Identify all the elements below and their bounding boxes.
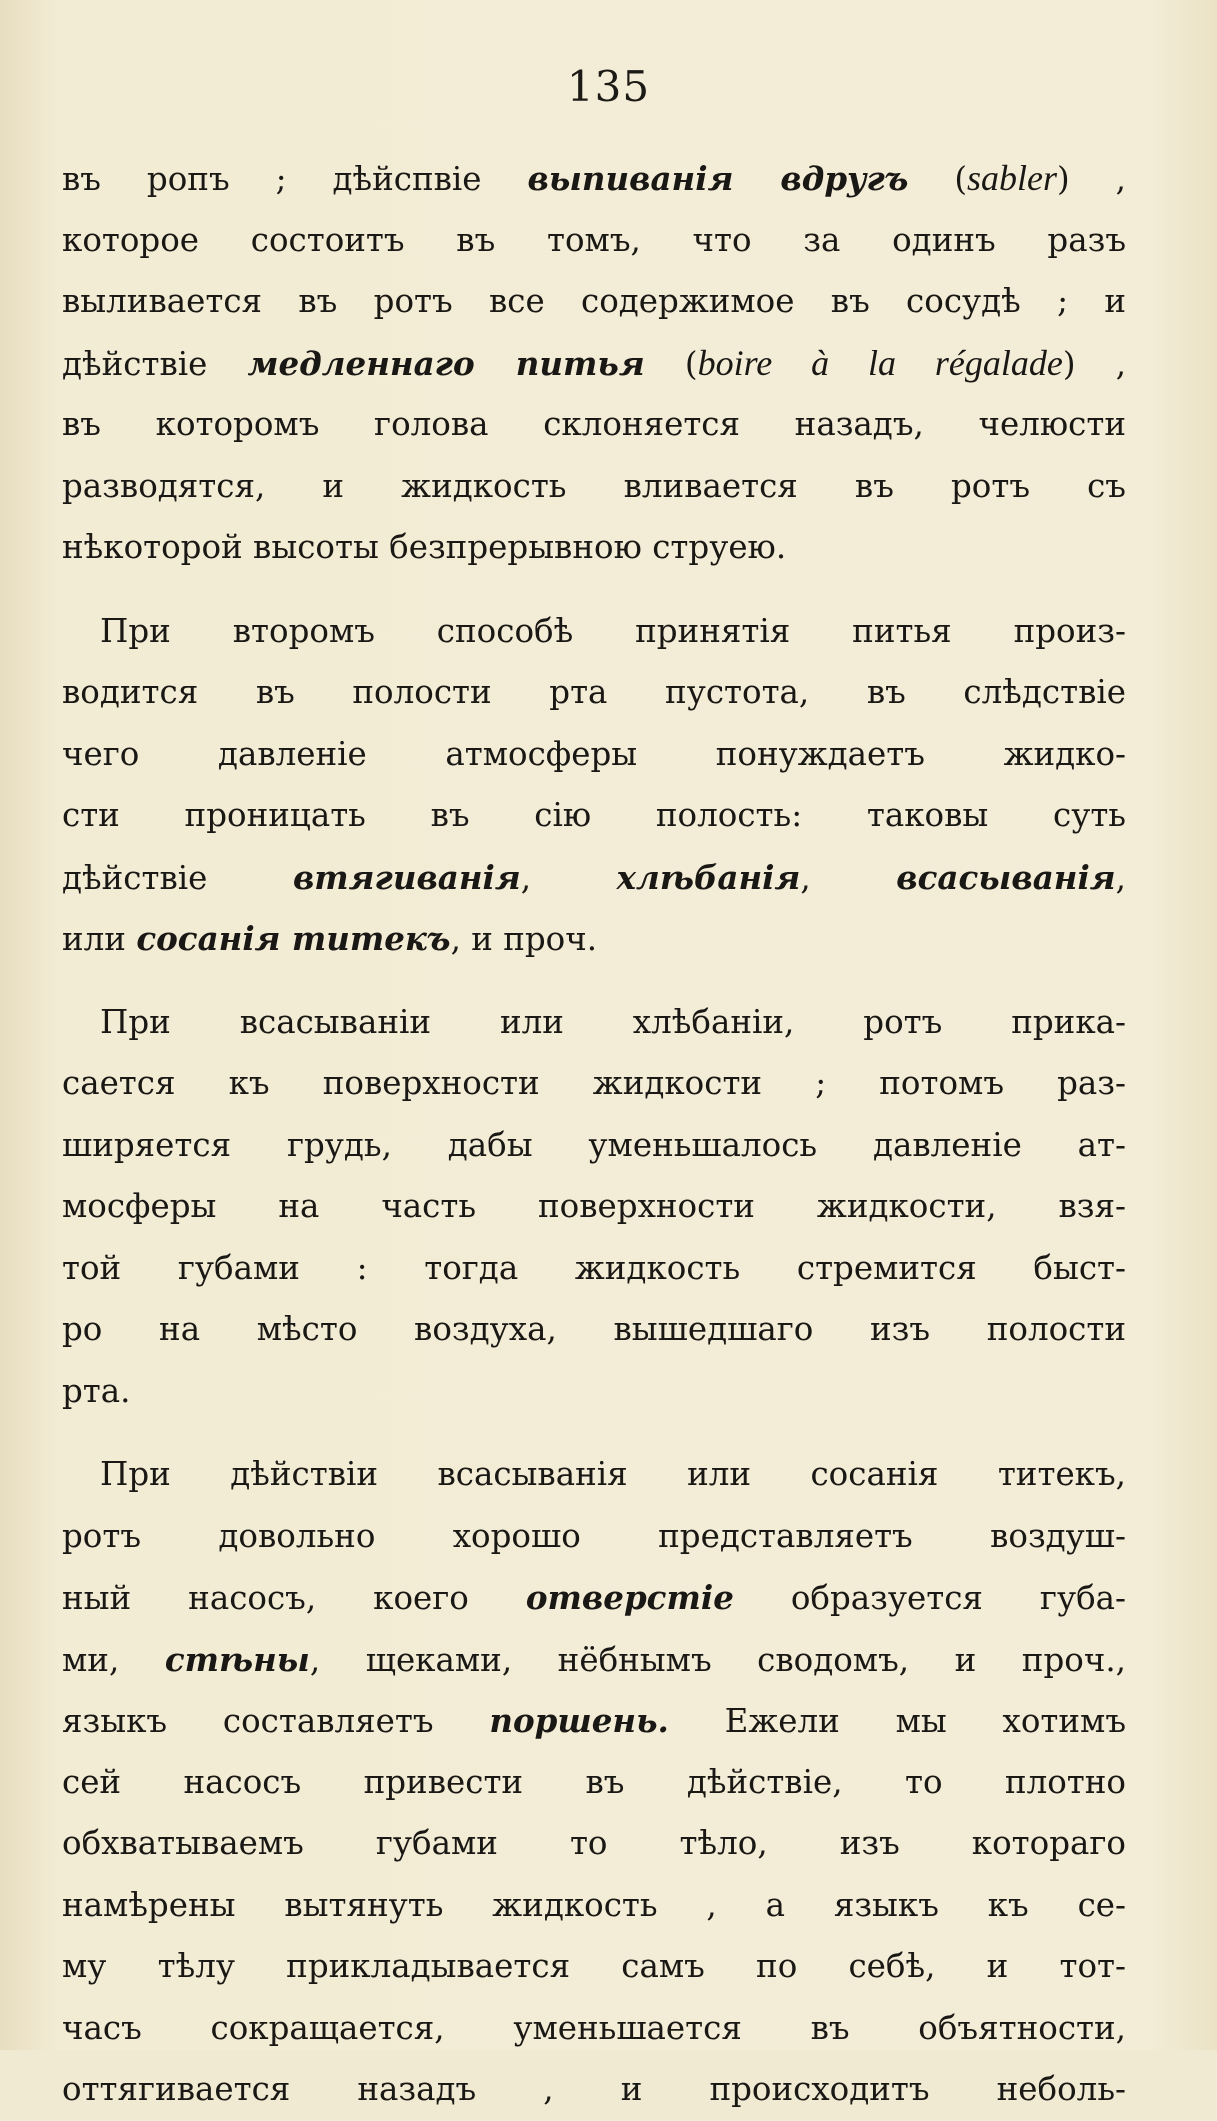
page-number: 135 bbox=[566, 62, 651, 111]
text-line: сей насосъ привести въ дѣйствіе, то плотно bbox=[62, 1762, 1126, 1801]
text-line: намѣрены вытянуть жидкость , а языкъ къ се- bbox=[62, 1885, 1126, 1924]
text-line: языкъ составляетъ поршень. Ежели мы хотимъ bbox=[62, 1701, 1126, 1740]
paragraph-gap bbox=[62, 970, 1126, 992]
text-line: сти проницать въ сію полость: таковы суть bbox=[62, 796, 1126, 834]
text-line: ный насосъ, коего отверстіе образуется губа- bbox=[62, 1578, 1126, 1617]
emphasized-term: выпиванія вдругъ bbox=[527, 159, 909, 198]
text-line: которое состоитъ въ томъ, что за одинъ разъ bbox=[62, 220, 1126, 259]
emphasized-term: всасыванія bbox=[896, 857, 1116, 897]
french-term: boire à la régalade bbox=[697, 342, 1063, 383]
text-line: При дѣйствіи всасыванія или сосанія титекъ, bbox=[100, 1455, 1126, 1493]
text-line: ротъ довольно хорошо представляетъ воздуш- bbox=[62, 1516, 1126, 1555]
paragraph-gap bbox=[62, 579, 1126, 601]
text-line: нѣкоторой высоты безпрерывною струею. bbox=[62, 528, 787, 566]
text-line: обхватываемъ губами то тѣло, изъ котораго bbox=[62, 1824, 1126, 1862]
text-line: сается къ поверхности жидкости ; потомъ раз- bbox=[62, 1064, 1126, 1102]
text-line: выливается въ ротъ все содержимое въ сосудѣ ; и bbox=[62, 282, 1126, 320]
text-line: въ которомъ голова склоняется назадъ, челюсти bbox=[62, 405, 1126, 443]
paragraph-gap bbox=[62, 1422, 1126, 1444]
text-line: въ ропъ ; дѣйспвіе выпиванія вдругъ (sabler) , bbox=[62, 158, 1127, 198]
text-line: При всасываніи или хлѣбаніи, ротъ прика- bbox=[100, 1002, 1126, 1041]
text-line: разводятся, и жидкость вливается въ ротъ съ bbox=[62, 466, 1126, 505]
text-line: той губами : тогда жидкость стремится быст- bbox=[62, 1248, 1126, 1287]
text-line: чего давленіе атмосферы понуждаетъ жидко- bbox=[62, 734, 1126, 773]
text-line: или сосанія титекъ, и проч. bbox=[62, 919, 598, 958]
emphasized-term: хлѣбанія bbox=[616, 857, 801, 897]
french-term: sabler bbox=[967, 158, 1058, 198]
text-line: ми, стѣны, щеками, нёбнымъ сводомъ, и проч., bbox=[62, 1639, 1126, 1679]
emphasized-term: поршень. bbox=[489, 1701, 669, 1740]
text-line: рта. bbox=[62, 1371, 131, 1410]
text-line: мосферы на часть поверхности жидкости, взя- bbox=[62, 1187, 1126, 1225]
text-line: дѣйствіе втягиванія, хлѣбанія, всасыванія, bbox=[62, 857, 1126, 897]
text-line: часъ сокращается, уменьшается въ объятности, bbox=[62, 2008, 1126, 2047]
emphasized-term: медленнаго питья bbox=[247, 343, 645, 383]
text-line: му тѣлу прикладывается самъ по себѣ, и тот- bbox=[62, 1947, 1126, 1985]
text-line: ширяется грудь, дабы уменьшалось давленіе ат- bbox=[62, 1125, 1126, 1164]
text-line: При второмъ способѣ принятія питья произ- bbox=[100, 611, 1126, 650]
text-line: водится въ полости рта пустота, въ слѣдствіе bbox=[62, 673, 1126, 711]
body-text bbox=[62, 148, 1126, 2121]
emphasized-term: отверстіе bbox=[525, 1578, 734, 1617]
emphasized-term: втягиванія bbox=[292, 857, 521, 897]
text-line: дѣйствіе медленнаго питья (boire à la régalade) , bbox=[62, 342, 1127, 383]
text-line: оттягивается назадъ , и происходитъ неболь- bbox=[62, 2070, 1126, 2108]
emphasized-term: стѣны bbox=[164, 1639, 310, 1679]
text-line: ро на мѣсто воздуха, вышедшаго изъ полости bbox=[62, 1310, 1126, 1348]
emphasized-term: сосанія титекъ bbox=[136, 919, 451, 958]
